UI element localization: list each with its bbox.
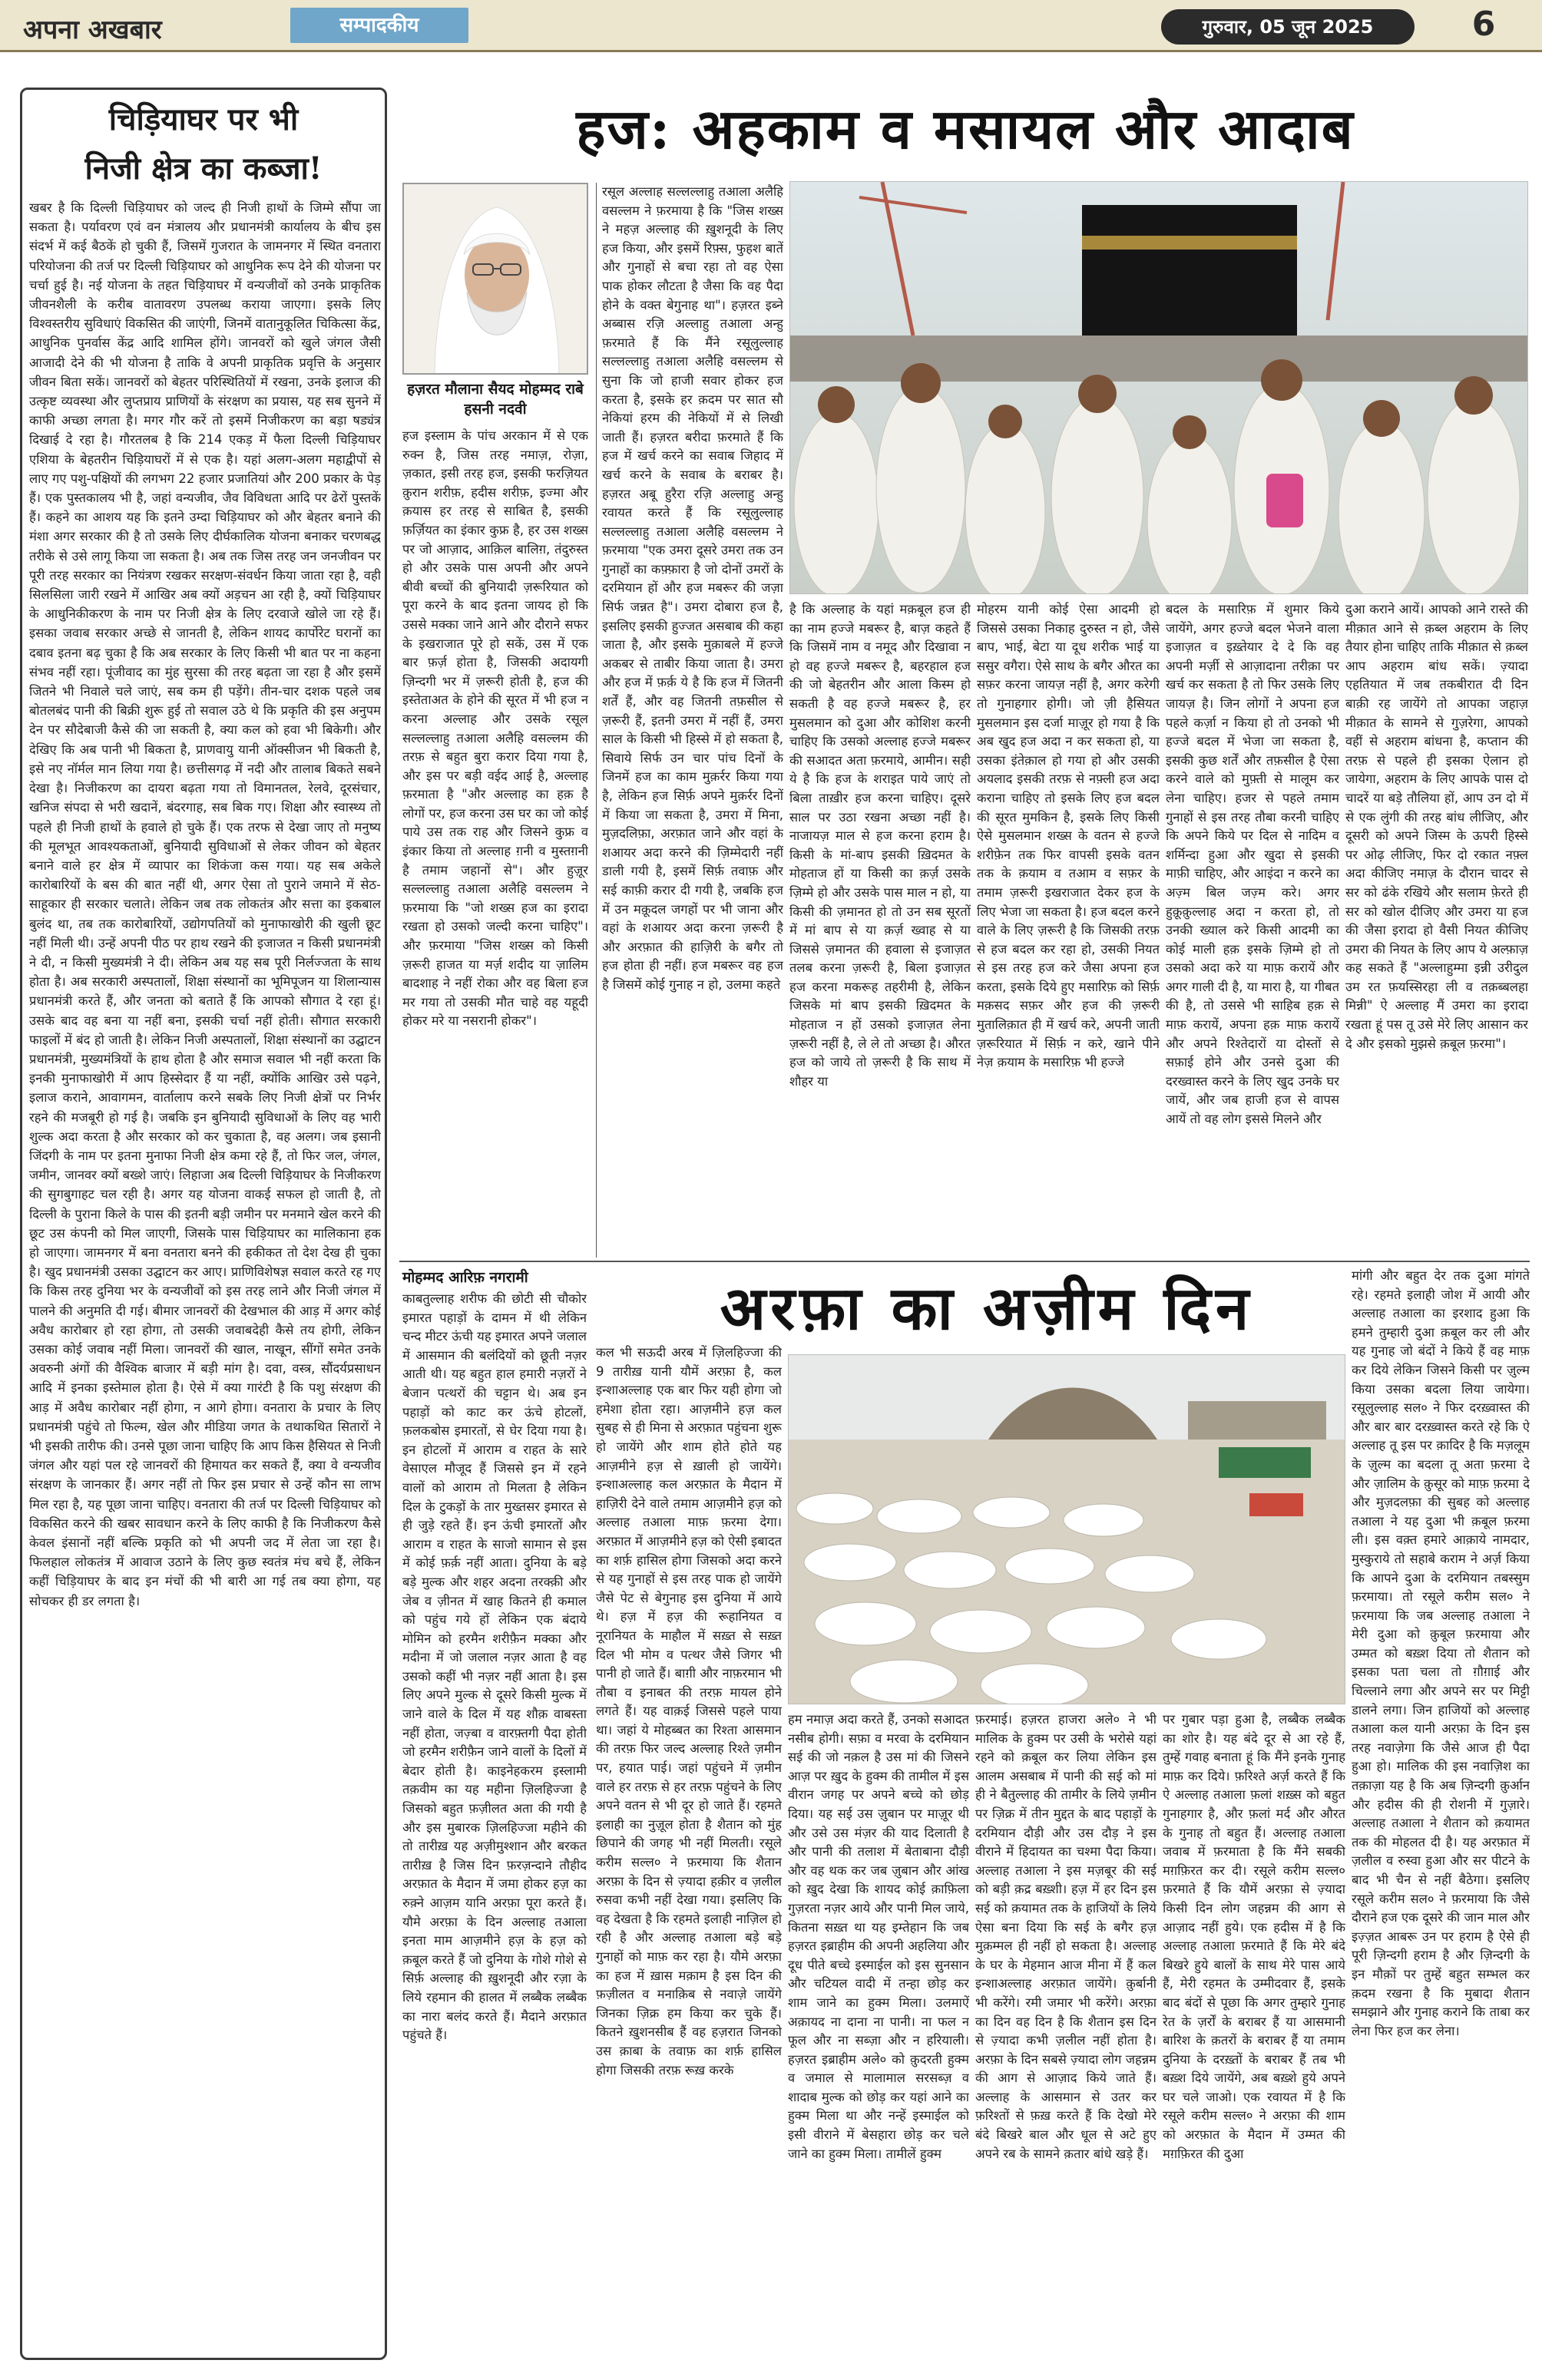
author-portrait-image (404, 184, 588, 375)
article2-column-1: काबतुल्लाह शरीफ की छोटी सी चौकोर इमारत पहाड़ों के दामन में थी लेकिन चन्द मीटर ऊंची यह इमारत अपने जलाल में आसमान की बलंदियों को छूती नज़र आती थी। यह बहुत हाल हमारी नज़रों ने बेजान पत्थरों की चट्टान थे। अब इन पहाड़ों को काट कर ऊंचे होटलों, फ़लकबोस इमारतों, से घेर दिया गया है। इन होटलों में आराम व राहत के सारे वेसाएल मौजूद हैं जिससे इन में रहने वालों को आराम तो मिलता है लेकिन दिल के टुकड़ों के तार मुख्तसर इमारत से ही जुड़े रहते हैं। इन ऊंची इमारतों और आराम व राहत के साजो सामान से इस में कोई फ़र्क़ नहीं आता। दुनिया के बड़े बड़े मुल्क और शहर अदना तरक्क़ी और जेब व ज़ीनत में खाह कितने ही कमाल को पहुंच गये हों लेकिन एक बंदाये मोमिन को हरमैन शरीफ़ैन मक्का और मदीना में जो जलाल नज़र आता है वह उसको कहीं भी नज़र नहीं आता है। इस लिए अपने मुल्क से दूसरे किसी मुल्क में जाने वाले के दिल में यह शौक़ वाबस्ता नहीं होता, जज़्बा व वारफ़्तगी पैदा होती जो हरमैन शरीफ़ैन जाने वालों के दिलों में बेदार होती है। काइनेहकरम इस्लामी तक़वीम का यह महीना ज़िलहिज्जा है जिसको बहुत फ़ज़ीलत अता की गयी है और इस मुबारक ज़िलहिज्जा महीने की तो तारीख़ यह अज़ीमुश्शान और बरकत तारीख़ है जिस दिन फ़रज़न्दाने तौहीद अरफ़ात के मैदान में जमा होकर हज़ का रुक़्ने आज़म यानि अरफ़ा पूरा करते हैं। यौमे अरफ़ा के दिन अल्लाह तआला इनता माम आज़मीने हज़ के हज़ को क़बूल करते हैं जो दुनिया के गोशे गोशे से सिर्फ़ अल्लाह की ख़ुशनूदी और रज़ा के लिये रहमान की हालत में लब्बैक लब्बैक का नारा बलंद करते हैं। मैदाने अरफ़ात पहुंचते हैं। (402, 1291, 587, 2043)
article2-column-5: पर गुबार पड़ा हुआ है, लब्बैक लब्बैक का शोर है। यह बंदे दूर से आ रहे हैं, तुम्हें गवाह बनाता हूं कि मैंने इनके गुनाह माफ़ कर दिये। फ़रिश्ते अर्ज़ करते हैं कि ऐ अल्लाह तआला फ़लां शख़्स को बहुत गुनाहगार है, और फ़लां मर्द और औरत के गुनाह तो बहुत हैं। अल्लाह तआला जवाब में फ़रमाता है कि मैंने सबकी मग़फ़िरत कर दी। रसूले करीम सल्ल० फ़रमाते हैं कि यौमें अरफ़ा से ज़्यादा किसी दिन लोग जहन्नम की आग से आज़ाद नहीं हुये। एक हदीस में है कि अल्लाह तआला फ़रमाते हैं कि मेरे बंदे बिखरे हुये बालों के साथ मेरे पास आये हैं, मेरी रहमत के उम्मीदवार हैं, इसके बाद बंदों से पूछा कि अगर तुम्हारे गुनाह रेत के ज़र्रों के बराबर हैं या आसमानी बारिश के क़तरों के बराबर हैं या तमाम दुनिया के दरख़्तों के बराबर हैं तब भी बख़्श दिये जायेंगे, अब बख़्शे हुये अपने घर चले जाओ। एक रवायत में है कि रसूले करीम सल्ल० ने अरफ़ा की शाम को अरफ़ात के मैदान में उम्मत की मग़फ़िरत की दुआ (1163, 1712, 1345, 2161)
section-divider (399, 1261, 1530, 1262)
editorial-headline (31, 95, 376, 193)
article2-column-2: कल भी सऊदी अरब में ज़िलहिज्जा की 9 तारीख़ यानी यौमें अरफ़ा है, कल इन्शाअल्लाह एक बार फिर यही होगा जो हमेशा होता रहा। आज़मीने हज़ कल सुबह से ही मिना से अरफ़ात पहुंचना शुरू हो जायेंगे और शाम होते होते यह आज़मीने हज़ से ख़ाली हो जायेंगे। इन्शाअल्लाह कल अरफ़ात के मैदान में हाज़िरी देने वाले तमाम आज़मीने हज़ को अल्लाह तआला माफ़ फ़रमा देगा। अरफ़ात में आज़मीने हज़ को ऐसी इबादत का शर्फ़ हासिल होगा जिसको अदा करने से यह गुनाहों से इस तरह पाक हो जायेंगे जैसे पेट से बेगुनाह इस दुनिया में आये थे। हज़ में हज़ की रूहानियत व नूरानियत के माहौल में सख़्त से सख़्त दिल भी मोम व पत्थर जैसे जिगर भी पानी हो जाते हैं। बाग़ी और नाफ़रमान भी तौबा व इनाबत की तरफ़ मायल होने लगते हैं। यह वाक़ई जिससे पहले पाया था। जहां ये मोहब्बत का रिश्ता आसमान की तरफ़ फिर जल्द अल्लाह रिश्ते ज़मीन पर, हयात पाई। जहां पहुंचने में ज़मीन वाले हर तरफ़ से हर तरफ़ पहुंचने के लिए अपने वतन से भी दूर हो जाते हैं। रहमते इलाही का नुज़ूल होता है शैतान को मुंह छिपाने की जगह भी नहीं मिलती। रसूले करीम सल्ल० ने फ़रमाया कि शैतान अरफ़ा के दिन से ज़्यादा हक़ीर व ज़लील रुसवा कभी नहीं देखा गया। इसलिए कि वह देखता है कि रहमते इलाही नाज़िल हो रही है और अल्लाह तआला बड़े बड़े गुनाहों को माफ़ कर रहा है। यौमे अरफ़ा का हज में ख़ास मक़ाम है इस दिन की फ़ज़ीलत व मनाक़िब से नवाज़े जायेंगे जिनका ज़िक्र हम किया कर चुके हैं। कितने ख़ुशनसीब हैं वह हज़रात जिनको उस क़ाबा के तवाफ़ का शर्फ़ हासिल होगा जिसकी तरफ़ रूख़ करके (596, 1345, 782, 2078)
article2-column-6: मांगी और बहुत देर तक दुआ मांगते रहे। रहमते इलाही जोश में आयी और अल्लाह तआला का इरशाद हुआ कि हमने तुम्हारी दुआ क़बूल कर ली और यह गुनाह जो बंदों ने किये हैं वह माफ़ कर दिये लेकिन जिसने किसी पर ज़ुल्म किया उसका बदला लिया जायेगा। रसूलुल्लाह सल० ने फिर दरख़्वास्त की और बार बार दरख़्वास्त करते रहे कि ऐ अल्लाह तू इस पर क़ादिर है कि मज़लूम के ज़ुल्म का बदला तू अता फ़रमा दे और ज़ालिम के क़ुसूर को माफ़ फ़रमा दे और मुज़दलफ़ा की सुबह को अल्लाह तआला ने यह दुआ भी क़बूल फ़रमा ली। इस वक़्त हमारे आक़ाये नामदार, मुस्कुराये तो सहाबे कराम ने अर्ज़ किया कि आपने दुआ के दरमियान तबस्सुम फ़रमाया। तो रसूले करीम सल० ने फ़रमाया कि जब अल्लाह तआला ने मेरी दुआ को क़ुबूल फ़रमाया और उम्मत को बख़्श दिया तो शैतान को इसका पता चला तो ग़ौग़ाई और चिल्लाने लगा और अपने सर पर मिट्टी डालने लगा। जिन हाजियों को अल्लाह तआला कल यानी अरफ़ा के दिन इस तरह नवाज़ेगा कि जैसे आज ही पैदा हुआ हो। मालिक की इस नवाज़िश का तक़ाज़ा यह है कि अब ज़िन्दगी क़ुर्आन और हदीस की ही रोशनी में गुज़ारे। अल्लाह तआला ने शैतान को क़यामत तक की मोहलत दी है। यह अरफ़ात में ज़लील व रुस्वा हुआ और सर पीटने के बाद भी चैन से नहीं बैठेगा। इसलिए रसूले करीम सल० ने फ़रमाया कि जैसे दौराने हज एक दूसरे की जान माल और इज़्ज़त आबरू उन पर हराम है ऐसे ही पूरी ज़िन्दगी हराम है और ज़िन्दगी के इन मौक़ों पर तुम्हें बहुत सम्भल कर क़दम रखना है कि मुबादा शैतान समझाने और गुनाह कराने कि ताबा कर लेना फिर हज कर लेना। (1352, 1268, 1530, 2038)
editorial-headline-line2: निजी क्षेत्र का कब्जा! (84, 150, 323, 187)
newspaper-name: अपना अखबार (23, 15, 162, 45)
author-photo (402, 183, 588, 375)
arafat-crowd-image (789, 1355, 1345, 1704)
article1-column-2: रसूल अल्लाह सल्लल्लाहु तआला अलैहि वसल्लम ने फ़रमाया है कि "जिस शख्स ने महज़ अल्लाह की ख़ुशनूदी के लिए हज किया, और इसमें रिफ़्स, फुहश बातें और गुनाहों से बचा रहा तो वह ऐसा पाक होकर लौटता है जैसा कि वह पैदा होने के वक्त बेगुनाह था"। हज़रत इब्ने अब्बास रज़ि अल्लाहु तआला अन्हु फ़रमाते हैं कि मैंने रसूलुल्लाह सल्लल्लाहु तआला अलैहि वसल्लम से सुना कि जो हाजी सवार होकर हज करता है, इसके हर क़दम पर सात सौ नेकियां हरम की नेकियों में से लिखी जाती हैं। हज़रत बरीदा फ़रमाते हैं कि हज में खर्च करने का सवाब जिहाद में खर्च करने के सवाब के बराबर है। हज़रत अबू हुरैरा रज़ि अल्लाहु अन्हु रवायत करते हैं कि रसूलुल्लाह सल्लल्लाहु तआला अलैहि वसल्लम ने फ़रमाया "एक उमरा दूसरे उमरा तक उन गुनाहों का कफ़्फ़ारा है जो दोनों उमरों के दरमियान हों और हज मबरूर की जज़ा सिर्फ जन्नत है"। उमरा दोबारा हज है, इसलिए इसकी हुज्जत असबाब की कहा जाता है, और इसके मुक़ाबले में हज्जे अकबर से ताबीर किया जाता है। उमरा और हज में फ़र्क़ ये है कि हज में जितनी शर्तें हैं, और वह जितनी तफ़सील से ज़रूरी हैं, इतनी उमरा में नहीं हैं, उमरा साल के किसी भी हिस्से में हो सकता है, सिवाये सिर्फ उन चार पांच दिनों के जिनमें हज का काम मुक़र्रर किया गया है, लेकिन हज सिर्फ़ अपने मुक़र्रर दिनों में किया जा सकता है, उमरा में मिना, मुज़दलिफ़ा, अरफ़ात जाने और वहां के शआयर अदा करने की ज़िम्मेदारी नहीं डाली गयी है, इसमें सिर्फ़ तवाफ़ और सई काफ़ी करार दी गयी है, जबकि हज में उन मक़ूदल जगहों पर भी जाना और वहां के शआयर अदा करना ज़रूरी है और अरफ़ात की हाज़िरी के बगैर तो हज होता ही नहीं। हज मबरूर वह हज है जिसमें कोई गुनाह न हो, उलमा कहते (602, 184, 783, 992)
article1-author: हज़रत मौलाना सैयद मोहम्मद राबे हसनी नदवी (407, 381, 584, 418)
column-rule (596, 183, 597, 1258)
article2-author: मोहम्मद आरिफ़ नगरामी (402, 1269, 528, 1286)
section-label: सम्पादकीय (290, 8, 468, 43)
arafat-prayer-photo (788, 1354, 1345, 1704)
editorial-headline-line1: चिड़ियाघर पर भी (108, 101, 299, 137)
article1-column-6: दुआ कराने आयें। आपको आने रास्ते की मीक़ात आने से क़ब्ल अहराम के लिए तैयार होना चाहिए ताकि मीक़ात से क़ब्ल आप अहराम बांध सकें। ज़्यादा एहतियात में जब तकबीरात दी दिन बाक़ी रह जायेंगे तो आपका जहाज़ मीक़ात के सामने से गुज़रेगा, आपको वहीं से अहराम बांधना है, कप्तान की तरफ़ से पहले ही इसका ऐलान हो जायेगा, अहराम के लिए आपके पास दो चादरें या बड़े तौलिया हों, आप उन दो में से एक लुंगी की तरह बांध लीजिए, और दूसरी को अपने जिस्म के ऊपरी हिस्से पर ओढ़ लीजिए, फिर दो रकात नफ़्ल अदा कीजिए नमाज़ के दौरान चादर से सर को ढंके रखिये और सलाम फ़ेरते ही सर को खोल दीजिए और उमरा या हज की जैसा इरादा हो वैसी नियत कीजिए उमरा की नियत के लिए आप ये अल्फ़ाज़ कह सकते हैं "अल्लाहुम्मा इन्नी उरीदुल उम रत फ़यस्सिरहा ली व तक़ब्बलहा मिन्नी" ऐ अल्लाह मैं उमरा का इरादा रखता हूं पस तू उसे मेरे लिए आसान कर दे और इसको मुझसे क़बूल फ़रमा"। (1345, 602, 1528, 1051)
article2-column-4: फ़रमाई। हज़रत हाजरा अले० ने भी मालिक के हुक्म पर उसी के भरोसे यहां रहने को क़बूल कर लिया लेकिन इस आलम असबाब में पानी की सई को मां ही ने बैतुल्लाह की तामीर के लिये ज़मीन पर ज़िक्र में तीन मुद्दत के बाद पहाड़ों के दरमियान दौड़ी और उस दौड़ ने इस वीराने में हिदायत का चश्मा पैदा किया। अल्लाह तआला ने इस मज़बूर की सई को बड़ी क़द्र बख़्शी। हज़ में हर दिन इस सई को क़यामत तक के हाजियों के लिये ऐसा बना दिया कि सई के बगैर हज़ मुक़म्मल ही नहीं हो सकता है। अल्लाह के घर के मेहमान आज मीना में हैं कल इन्शाअल्लाह अरफ़ात जायेंगे। क़ुर्बानी भी करेंगे। रमी जमार भी करेंगे। अरफ़ा का दिन वह दिन है कि शैतान इस दिन से ज़्यादा कभी ज़लील नहीं होता है। अरफ़ा के दिन सबसे ज़्यादा लोग जहन्नम की आग से आज़ाद किये जाते हैं। अल्लाह के आसमान से उतर कर फ़रिश्तों से फ़ख़ करते हैं कि देखो मेरे बंदे बिखरे बाल और धूल से अटे हुए अपने रब के सामने क़तार बांधे खड़े हैं। (975, 1712, 1156, 2161)
article1-column-5: बदल के मसारिफ़ में शुमार किये जायेंगे, अगर हज्जे बदल भेजने वाला इजाज़त व इख़्तेयार दे दे कि वह अपनी मर्ज़ी से आज़ादाना तरीक़ा पर खर्च कर सकता है तो फिर उसके लिए जायज़ है। जिन लोगों ने अपना हज पहले कर्ज़ा न किया हो तो उनको भी हज्जे बदल में भेजा जा सकता है, इसकी कुछ शर्तें और तफ़सील है ऐसा करने वाले को मुफ़्ती से मालूम कर लेना चाहिए। हजर से पहले तमाम गुनाहों से इस तरह तौबा करनी चाहिए कि अपने किये पर दिल से नादिम व शर्मिन्दा हुआ और खुदा से इसकी माफ़ी चाहिए, और आइंदा न करने का अज़्म बिल जज़्म करे। अगर हुक़ूक़ुल्लाह अदा न करता हो, तो उनकी ख्याल करे किसी आदमी का कोई माली हक़ इसके ज़िम्मे हो तो उसको अदा करे या माफ़ करायें और अगर गाली दी है, या मारा है, या गीबत की है, तो उससे भी साहिब हक़ से माफ़ करायें, अपना हक़ माफ़ करायें और अपने रिश्तेदारों या दोस्तों से सफ़ाई होने और उनसे दुआ की दरख्वास्त करने के लिए खुद उनके घर जायें, और जब हाजी हज से वापस आयें तो वह लोग इससे मिलने और (1166, 602, 1339, 1127)
hajj-crowd-image (790, 182, 1528, 594)
article1-column-3: है कि अल्लाह के यहां मक़बूल हज ही का नाम हज्जे मबरूर है, बाज़ कहते हैं कि जिसमें नाम व नमूद और दिखावा न हो वह हज्जे मबरूर है, बहरहाल हज की जो बेहतरीन और आला किस्म हो सकती है वह हज्जे मबरूर है, हर मुसलमान को दुआ और कोशिश करनी चाहिए कि उसको अल्लाह हज्जे मबरूर की सआदत अता फ़रमाये, आमीन। सही ये है कि हज के शराइत पाये जाएं तो बिला ताख़ीर हज करना चाहिए। दूसरे साल पर उठा रखना अच्छा नहीं है। नाजायज़ माल से हज करना हराम है। किसी के मां-बाप इसकी ख़िदमत के मोहताज हों या किसी का क़र्ज़ उसके ज़िम्मे हो और उसके पास माल न हो, या किसी की ज़मानत हो तो उन सब सूरतों में मां बाप से या क़र्ज़ ख्वाह से या जिससे ज़मानत की हवाला से इजाज़त तलब करना ज़रूरी है, बिला इजाज़त हज करना मकरूह तहरीमी है, लेकिन जिसके मां बाप इसकी ख़िदमत के मोहताज न हों उसको इजाज़त लेना ज़रूरी नहीं है, ले ले तो अच्छा है। औरत हज को जाये तो ज़रूरी है कि साथ में शौहर या (789, 602, 971, 1089)
hajj-pilgrims-photo (789, 181, 1528, 594)
article1-column-1: हज इस्लाम के पांच अरकान में से एक रुक्न है, जिस तरह नमाज़, रोज़ा, ज़कात, इसी तरह हज, इसकी फरज़ियत क़ुरान शरीफ़, हदीस शरीफ़, इज्मा और क़यास हर तरह से साबित है, इसकी फ़र्ज़ियत का इंकार कुफ्र है, हर उस शख्स पर जो आज़ाद, आक़िल बालिग़, तंदुरुस्त हो और उसके पास अपनी और अपने बीवी बच्चों की बुनियादी ज़रूरियात को पूरा करने के बाद इतना जायद हो कि उससे मक्का जाने आने और दौराने सफर के इखराजात पूरे हो सकें, उस में एक बार फ़र्ज़ होता है, जिसकी अदायगी ज़िन्दगी भर में ज़रूरी होती है, हज की इस्तेताअत के होने की सूरत में भी हज न करना अल्लाह और उसके रसूल सल्लल्लाहु तआला अलैहि वसल्लम की तरफ़ से बहुत बुरा करार दिया गया है, और इस पर बड़ी वईद आई है, अल्लाह फ़रमाता है "और अल्लाह का हक़ है लोगों पर, हज करना उस घर का जो कोई पाये उस तक राह और जिसने कुफ्र व इंकार किया तो अल्लाह ग़नी व मुस्तग़नी है तमाम जहानों से"। और हुज़ूर सल्लल्लाहु तआला अलैहि वसल्लम ने फ़रमाया कि "जो शख्स हज का इरादा रखता हो उसको जल्दी करना चाहिए"। और फ़रमाया "जिस शख्स को किसी ज़रूरी हाजत या मर्ज़ शदीद या ज़ालिम बादशाह ने नहीं रोका और वह बिला हज मर गया तो उसकी मौत चाहे वह यहूदी होकर मरे या नसरानी होकर"। (402, 428, 588, 1029)
article1-column-4: मोहरम यानी कोई ऐसा आदमी हो जिससे उसका निकाह दुरुस्त न हो, जैसे बाप, भाई, बेटा या दूध शरीक भाई या ससुर वगैरा। ऐसे साथ के बगैर औरत का सफ़र करना जायज़ नहीं है, अगर करेगी तो गुनाहगार होगी। जो ज़ी हैसियत मुसलमान इस दर्जा माज़ूर हो गया है कि अब खुद हज अदा न कर सकता हो, या उसका इंतेक़ाल हो गया हो और उसकी अयलाद इसकी तरफ़ से नफ़्ली हज अदा कराना चाहिए तो इसके लिए हज बदल की सूरत मुमकिन है, इसके लिए किसी ऐसे मुसलमान शख्स के वतन से हज्जे शरीफ़ेन तक फिर वापसी इसके वतन तक के क़याम व तआम व सफ़र के तमाम ज़रूरी इखराजात देकर हज के लिए भेजा जा सकता है। हज बदल करने वाले के लिए ज़रूरी है कि जिसकी तरफ़ से हज बदल कर रहा हो, उसकी नियत से इस तरह हज करे जैसा अपना हज करता, इसके दिये हुए मसारिफ़ को सिर्फ़ मक़सद सफ़र और हज की ज़रूरी मुतालिक़ात ही में खर्च करे, अपनी जाती ज़रूरियात में सिर्फ़ न करे, खाने पीने नेज़ क़याम के मसारिफ़ भी हज्जे (977, 602, 1160, 1070)
article2-column-3: हम नमाज़ अदा करते हैं, उनको सआदत नसीब होगी। सफ़ा व मरवा के दरमियान सई की जो नक़ल है उस मां की जिसने आज़ पर ख़ुद के हुक्म की तामील में इस वीरान जगह पर अपने बच्चे को छोड़ दिया। यह सई उस ज़ुबान पर माज़ूर थी और उसे उस मंज़र की याद दिलाती है और पानी की तलाश में बेताबाना दौड़ी और वह थक कर जब ज़ुबान और आंख को ख़ुद देखा कि शायद कोई क़ाफ़िला गुज़रता नज़र आये और पानी मिल जाये, कितना सख़्त था यह इम्तेहान कि जब हज़रत इब्राहीम की अपनी अहलिया और दूध पीते बच्चे इस्माईल को इस सुनसान और चटियल वादी में तन्हा छोड़ कर शाम जाने का हुक्म मिला। उलमाऐं अक़ायद ना दाना ना पानी। ना फल न फूल और ना सब्ज़ा और न हरियाली। हज़रत इब्राहीम अले० को क़ुदरती हुक्म व जमाल से मालामाल सरसब्ज़ व शादाब मुल्क को छोड़ कर यहां आने का हुक्म मिला था और नन्हें इस्माईल को इसी वीराने में बेसहारा छोड़ कर चले जाने का हुक्म मिला। तामीलें हुक्म (788, 1712, 969, 2161)
editorial-body: खबर है कि दिल्ली चिड़ियाघर को जल्द ही निजी हाथों के जिम्मे सौंपा जा सकता है। पर्यावरण एवं वन मंत्रालय और प्रधानमंत्री कार्यालय के बीच इस संदर्भ में कई बैठकें हो चुकी हैं, जिसमें गुजरात के जामनगर में स्थित वनतारा परियोजना की तर्ज पर दिल्ली चिड़ियाघर को आधुनिक रूप देने की योजना पर चर्चा हुई है। नई योजना के तहत चिड़ियाघर में वन्यजीवों को उनके प्राकृतिक जीवनशैली के करीब वातावरण उपलब्ध कराया जाएगा। इसके लिए विश्वस्तरीय सुविधाएं विकसित की जाएंगी, जिनमें वातानुकूलित चिकित्सा केंद्र, आधुनिक पुनर्वास केंद्र आदि शामिल होंगे। जानवरों को खुले जंगल जैसी आजादी देने की भी योजना है ताकि वे अपनी प्राकृतिक प्रवृत्ति के अनुसार जीवन बिता सकें। जानवरों को बेहतर परिस्थितियों में रखना, उनके इलाज की उत्कृष्ट व्यवस्था और लुप्तप्राय प्राणियों के संरक्षण का प्रयास, यह सब सुनने में काफी अच्छा लगता है। मगर गौर करें तो इसमें निजीकरण का बड़ा षड्यंत्र दिखाई दे रहा है। गौरतलब है कि 214 एकड़ में फैला दिल्ली चिड़ियाघर एशिया के बेहतरीन चिड़ियाघरों में से एक है। यहां अलग-अलग महाद्वीपों से लाए गए पशु-पक्षियों की लगभग 22 हजार प्रजातियां और 200 प्रकार के पेड़ हैं। एक पुस्तकालय भी है, जहां वन्यजीव, जैव विविधता आदि पर ढेरों पुस्तकें हैं। कहने का आशय यह कि इतने उम्दा चिड़ियाघर को और बेहतर बनाने की मंशा अगर सरकार की है तो उसके लिए दीर्घकालिक योजना बनाकर चरणबद्ध तरीके से उसे लागू किया जा सकता है। अब तक जिस तरह जन जनजीवन पर पूरी तरह सरकार का नियंत्रण रखकर सरक्षण-संवर्धन किया जाता रहा है, वही सिलसिला जारी रखने में आखिर अब क्यों अड़चन आ रही है, क्यों चिड़ियाघर के आधुनिकीकरण के नाम पर निजी क्षेत्र के लिए दरवाजे खोले जा रहे हैं। इसका जवाब सरकार अच्छे से जानती है, लेकिन शायद कार्पोरेट घरानों का दबाव इतना बढ़ चुका है कि अब सरकार के लिए किसी भी बात पर ना कहना संभव नहीं रहा। पूंजीवाद का मुंह सुरसा की तरह बढ़ता जा रहा है और इसमें जितने भी निवाले चले जाएं, सब कम ही पड़ेंगे। तीन-चार दशक पहले जब बोतलबंद पानी की बिक्री शुरू हुई तो सवाल उठे थे कि प्रकृति की इस अनुपम देन पर सौदेबाजी कैसे की जा सकती है, क्या कल को हवा भी बिकेगी। और देखिए कि अब पानी भी बिकता है, प्राणवायु यानी ऑक्सीजन भी बिकती है, इसे नए नॉर्मल मान लिया गया है। छत्तीसगढ़ में नदी और तालाब बिकते सबने देखा है। निजीकरण का दायरा बढ़ता गया तो विमानतल, रेलवे, दूरसंचार, खनिज संपदा से भरी खदानें, बंदरगाह, सब बिक गए। शिक्षा और स्वास्थ्य तो पहले ही निजी हाथों के हवाले हो चुके हैं। एक तरफ से देखा जाए तो मनुष्य की मूलभूत आवश्यकताओं, बुनियादी सुविधाओं से लेकर जीवन को बेहतर बनाने वाले हर क्षेत्र में व्यापार का शिकंजा कस गया। यह सब अकेले कारोबारियों के बस की बात नहीं थी, अगर ऐसा तो पुराने जमाने में सेठ-साहूकार ही सरकार चलाते। लेकिन जब तक लोकतंत्र और सत्ता का इकबाल बुलंद था, तब तक कारोबारियों, उद्योगपतियों को मुनाफाखोरी की खुली छूट नहीं मिली थी। उन्हें अपनी पीठ पर हाथ रखने की इजाजत न किसी प्रधानमंत्री ने दी, न किसी मुख्यमंत्री ने दी। लेकिन अब यह सब पूरी निर्लज्जता के साथ होता है। अब सरकारी अस्पतालों, शिक्षा संस्थानों का भूमिपूजन या शिलान्यास प्रधानमंत्री करते हैं, और जनता को बताते हैं कि आपको सौगात दे रहा हूं। उसके बाद वह बना या नहीं बना, इसकी चर्चा नहीं होती। सौगात सरकारी फाइलों में बंद हो जाती है। लेकिन निजी अस्पतालों, शिक्षा संस्थानों का उद्घाटन प्रधानमंत्री, मुख्यमंत्रियों के हाथ होता है और समाज सवाल भी नहीं करता कि इनकी मुनाफाखोरी में आप हिस्सेदार हैं या नहीं, क्योंकि आखिर उसे पढ़ने, इलाज कराने, आवागमन, वार्तालाप करने सबके लिए निजी क्षेत्रों पर निर्भर रहने की मजबूरी हो गई है। जबकि इन बुनियादी सुविधाओं के लिए वह भारी शुल्क अदा करता है और सरकार को कर चुकाता है, वह अलग। जब इसानी जिंदगी के नाम पर इतना मुनाफा निजी क्षेत्र कमा रहे हैं, तो फिर जल, जंगल, जमीन, जानवर क्यों बख्शे जाएं। लिहाजा अब दिल्ली चिड़ियाघर के निजीकरण की सुगबुगाहट चल रही है। अगर यह योजना वाकई सफल हो जाती है, तो दिल्ली के पुराना किले के पास की इतनी बड़ी जमीन पर मनमाने खेल करने की छूट उस कंपनी को मिल जाएगी, जिसके पास चिड़ियाघर का मालिकाना हक हो जाएगा। जामनगर में बना वनतारा बनने की हकीकत तो देश देख ही चुका है। खुद प्रधानमंत्री उसका उद्घाटन कर आए। प्राणिविशेषज्ञ सवाल करते रह गए कि किस तरह दुनिया भर के वन्यजीवों को इस तरह लाने और निजी जंगल में पालने की अनुमति दी गई। बीमार जानवरों की देखभाल की आड़ में अगर कोई अवैध कारोबार हो रहा होगा, तो उसकी जवाबदेही कैसे तय होगी, लेकिन उसका कोई जवाब नहीं मिला। जानवरों की खाल, नाखून, सींगों समेत उनके अवरुनी अंगों की वैश्विक बाजार में बड़ी मांग है। दवा, वस्त्र, सौंदर्यप्रसाधन आदि में इनका इस्तेमाल होता है। ऐसे में क्या गारंटी है कि पशु संरक्षण की आड़ में अवैध कारोबार नहीं होगा, न आगे होगा। वनतारा के प्रचार के लिए प्रधानमंत्री पहुंचे तो फिल्म, खेल और मीडिया जगत के तथाकथित सितारों ने भी इसकी तारीफ की। उनसे पूछा जाना चाहिए कि आप किस हैसियत से निजी जंगल और यहां पल रहे जानवरों की हिमायत कर सकते हैं, क्या वे वन्यजीव संरक्षण के जानकार हैं। अगर नहीं तो फिर इस प्रचार से उन्हें कौन सा लाभ मिल रहा है, यह पूछा जाना चाहिए। वनतारा की तर्ज पर दिल्ली चिड़ियाघर को विकसित करने की खबर सावधान करने के लिए काफी है कि निजीकरण कैसे केवल इंसानों नहीं बल्कि प्रकृति को भी अपनी जद में लेता जा रहा है। फिलहाल लोकतंत्र में आवाज उठाने के लिए कुछ स्वतंत्र मंच बचे हैं, लेकिन कहीं चिड़ियाघर के बाद इन मंचों की भी बारी आ गई तब क्या होगा, यह सोचकर ही डर लगता है। (29, 200, 381, 1608)
article2-headline: अरफ़ा का अज़ीम दिन (720, 1274, 1254, 1344)
issue-date: गुरुवार, 05 जून 2025 (1161, 9, 1415, 45)
page-number: 6 (1471, 5, 1496, 44)
article1-headline: हज: अहकाम व मसायल और आदाब (576, 96, 1355, 161)
